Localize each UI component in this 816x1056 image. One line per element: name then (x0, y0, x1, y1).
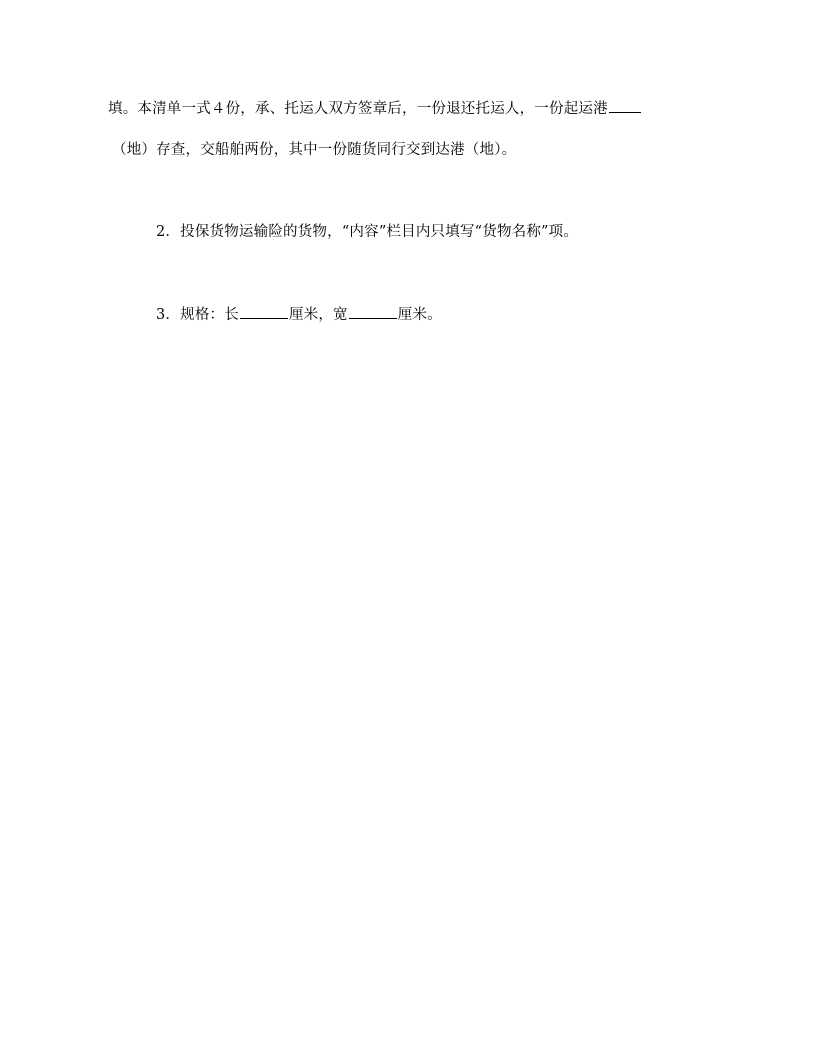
instruction-line-2: （地）存查，交船舶两份，其中一份随货同行交到达港（地）。 (112, 142, 517, 158)
port-blank (609, 98, 641, 113)
length-blank (240, 304, 288, 319)
width-blank (349, 304, 397, 319)
spec-length-label: 3．规格：长 (156, 307, 239, 323)
spec-width-label: 厘米，宽 (288, 307, 348, 323)
instruction-line-1-text: 填。本清单一式４份，承、托运人双方签章后，一份退还托运人，一份起运港 (108, 101, 608, 117)
item-3-specification (156, 304, 442, 325)
instruction-line-1 (108, 98, 641, 119)
spec-suffix: 厘米。 (397, 307, 442, 323)
item-2-text: 2．投保货物运输险的货物，“内容”栏目内只填写“货物名称”项。 (156, 224, 579, 240)
